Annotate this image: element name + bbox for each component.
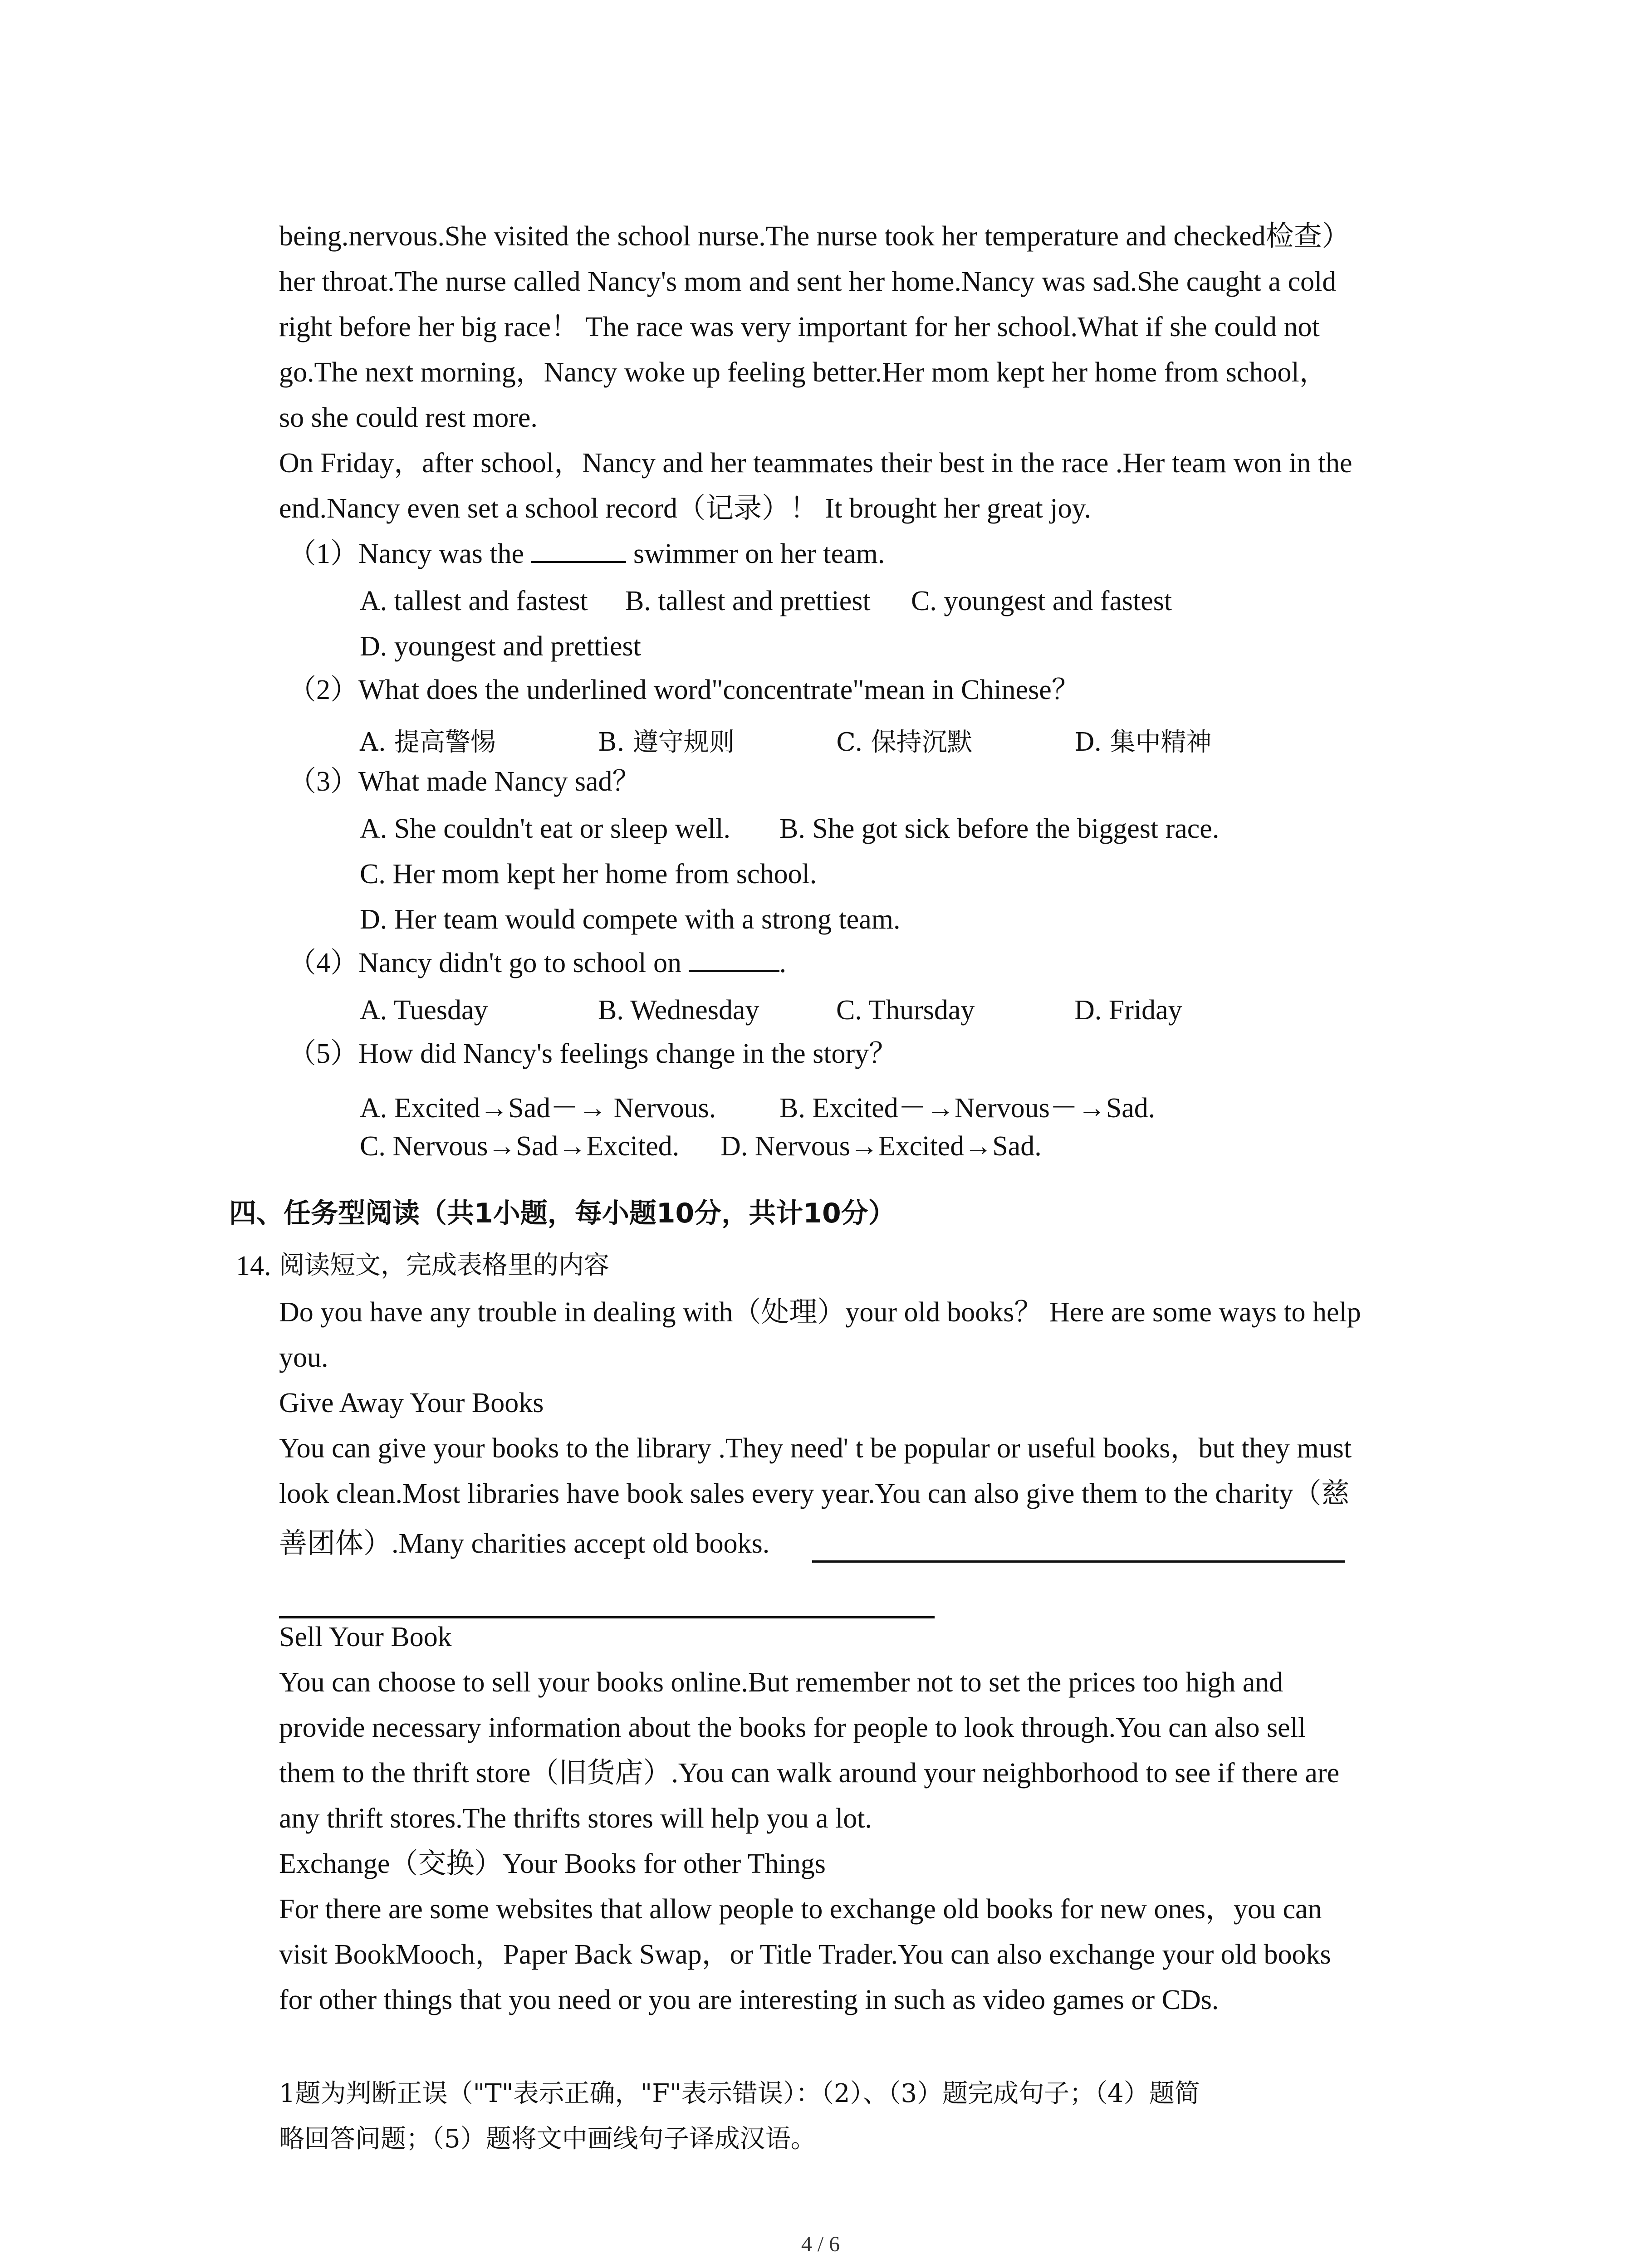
answer-line [812,1560,1345,1563]
option-b: B. Excited－→Nervous－→Sad. [779,1093,1156,1124]
option-a: A. 提高警惕 [360,728,496,757]
passage-subheading: Give Away Your Books [279,1388,544,1418]
question-3-stem: （3）What made Nancy sad？ [288,766,641,797]
option-d: D. youngest and prettiest [360,631,641,662]
passage-line: visit BookMooch，Paper Back Swap，or Title Trader.You can also exchange your old books [279,1939,1331,1970]
instructions-line: 略回答问题；（5）题将文中画线句子译成汉语。 [279,2124,816,2154]
option-b: B. tallest and prettiest [625,586,871,616]
question-1-stem: （1）Nancy was the swimmer on her team. [288,538,885,569]
passage-line: right before her big race！ The race was very important for her school.What if she could not [279,312,1320,342]
option-a: A. She couldn't eat or sleep well. [360,813,730,844]
passage-subheading: Exchange（交换）Your Books for other Things [279,1848,826,1879]
option-d: D. Friday [1074,995,1182,1026]
instructions-line: 1题为判断正误（"T"表示正确，"F"表示错误）：（2）、（3）题完成句子；（4）题简 [279,2079,1200,2108]
passage-line: You can give your books to the library .They need' t be popular or useful books，but they must [279,1433,1352,1464]
question-14-number: 14. [236,1251,271,1281]
option-b: B. Wednesday [598,995,759,1026]
passage-line: for other things that you need or you are interesting in such as video games or CDs. [279,1984,1219,2015]
passage-line: On Friday，after school，Nancy and her teammates their best in the race .Her team won in the [279,448,1352,479]
option-c: C. Nervous→Sad→Excited. [360,1131,680,1162]
passage-line: provide necessary information about the books for people to look through.You can also sell [279,1712,1306,1743]
option-b: B. 遵守规则 [598,728,735,757]
passage-line: You can choose to sell your books online.But remember not to set the prices too high and [279,1667,1283,1698]
answer-blank [531,557,626,563]
passage-subheading: Sell Your Book [279,1622,452,1652]
option-c: C. 保持沉默 [836,728,973,757]
option-a: A. Tuesday [360,995,488,1026]
option-d: D. Nervous→Excited→Sad. [720,1131,1042,1162]
passage-line: you. [279,1342,328,1373]
question-4-stem: （4）Nancy didn't go to school on . [288,948,787,978]
passage-line: go.The next morning，Nancy woke up feeling better.Her mom kept her home from school， [279,357,1327,388]
passage-line: any thrift stores.The thrifts stores will help you a lot. [279,1803,872,1834]
passage-line: them to the thrift store（旧货店）.You can walk around your neighborhood to see if there are [279,1758,1340,1789]
answer-line [279,1616,935,1618]
option-c: C. Thursday [836,995,975,1026]
question-2-stem: （2）What does the underlined word"concentrate"mean in Chinese？ [288,675,1080,705]
passage-line: her throat.The nurse called Nancy's mom and sent her home.Nancy was sad.She caught a cold [279,266,1337,297]
passage-line: end.Nancy even set a school record（记录）！ It brought her great joy. [279,493,1091,524]
answer-blank [689,966,779,972]
option-d: D. 集中精神 [1074,728,1212,757]
question-14-instruction: 阅读短文，完成表格里的内容 [279,1251,609,1280]
page-number: 4 / 6 [801,2232,840,2256]
option-c: C. Her mom kept her home from school. [360,859,817,890]
passage-line: Do you have any trouble in dealing with（处理）your old books？ Here are some ways to help [279,1297,1361,1328]
option-a: A. tallest and fastest [360,586,588,616]
passage-line: For there are some websites that allow people to exchange old books for new ones，you can [279,1894,1322,1925]
passage-line: so she could rest more. [279,402,538,433]
passage-line: 善团体）.Many charities accept old books. [279,1528,770,1559]
option-c: C. youngest and fastest [911,586,1172,616]
option-d: D. Her team would compete with a strong team. [360,904,901,935]
passage-line: look clean.Most libraries have book sales every year.You can also give them to the charity（慈 [279,1478,1350,1509]
section-heading: 四、任务型阅读（共1小题，每小题10分，共计10分） [229,1198,896,1229]
passage-line: being.nervous.She visited the school nurse.The nurse took her temperature and checked检查） [279,221,1350,252]
option-b: B. She got sick before the biggest race. [779,813,1220,844]
option-a: A. Excited→Sad－→ Nervous. [360,1093,716,1124]
question-5-stem: （5）How did Nancy's feelings change in the story？ [288,1038,897,1069]
